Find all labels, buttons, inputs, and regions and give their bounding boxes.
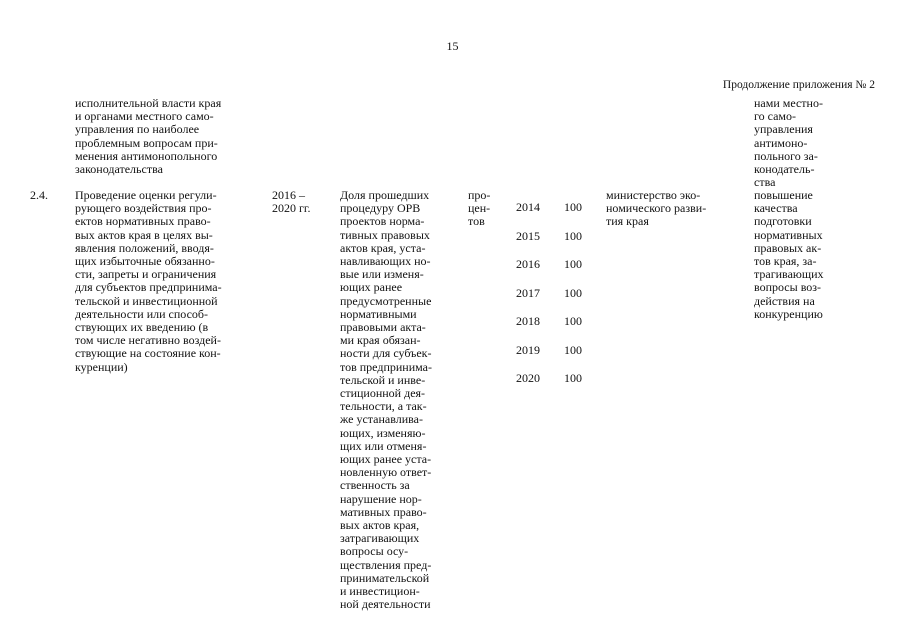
year-cell: 2017 bbox=[516, 285, 540, 300]
row-indicator: Доля прошедших процедуру ОРВ проектов норма- тивных правовых актов края, уста- навливающих но- вые или изменя- ющих ранее предусмотренные нормативными правовыми акта- ми края обязан- ности для субъек- тов предпринима- тельской и инве- стиционной дея- тельности, а так- же устанавлива- ющих, изменяю- щих или отменя- ющих ранее уста- новленную ответ- ственность за нарушение нор- мативных право- вых актов края, затрагивающих вопросы осу- ществления пред- принимательской и инвестицион- ной деятельности bbox=[340, 188, 432, 612]
value-cell: 100 bbox=[564, 285, 582, 300]
prev-row-description: исполнительной власти края и органами местного само- управления по наиболее проблемным вопросам при- менения антимонопольного законодательства bbox=[75, 96, 222, 177]
value-cell: 100 bbox=[564, 314, 582, 329]
row-description: Проведение оценки регули- рующего воздействия про- ектов нормативных право- вых актов края в целях вы- явления положений, вводя- щих избыточные обязанно- сти, запреты и ограничения для субъектов предпринима- тельской и инвестиционной деятельности или способ- ствующих их введению (в том числе негативно воздей- ствующие на состояние кон- куренции) bbox=[75, 188, 222, 374]
year-column bbox=[516, 187, 552, 400]
row-unit: про- цен- тов bbox=[468, 188, 491, 229]
value-column bbox=[564, 187, 600, 400]
row-term: 2016 – 2020 гг. bbox=[272, 188, 311, 216]
year-cell: 2015 bbox=[516, 228, 540, 243]
page-number: 15 bbox=[446, 39, 459, 53]
row-result: повышение качества подготовки нормативных правовых ак- тов края, за- трагивающих вопросы воз- действия на конкуренцию bbox=[754, 188, 824, 321]
appendix-caption: Продолжение приложения № 2 bbox=[722, 79, 875, 91]
value-cell: 100 bbox=[564, 228, 582, 243]
value-cell: 100 bbox=[564, 342, 582, 357]
year-cell: 2019 bbox=[516, 342, 540, 357]
value-cell: 100 bbox=[564, 257, 582, 272]
prev-row-result: нами местно- го само- управления антимоно- польного за- конодатель- ства bbox=[754, 96, 823, 190]
year-cell: 2018 bbox=[516, 314, 540, 329]
row-executor: министерство эко- номического разви- тия края bbox=[606, 188, 707, 229]
row-number: 2.4. bbox=[30, 188, 48, 202]
value-cell: 100 bbox=[564, 371, 582, 386]
year-cell: 2016 bbox=[516, 257, 540, 272]
year-cell: 2014 bbox=[516, 200, 540, 215]
value-cell: 100 bbox=[564, 200, 582, 215]
year-cell: 2020 bbox=[516, 371, 540, 386]
